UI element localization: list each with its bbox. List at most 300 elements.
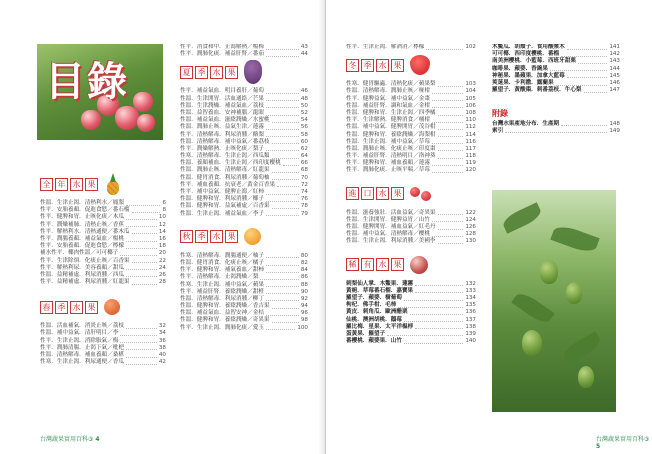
leader-dots (438, 240, 464, 244)
toc-entry-title: 性溫．健脾和胃．養陰潤燥／香吉果 (180, 303, 270, 310)
toc-entry[interactable] (180, 282, 308, 289)
toc-entry-title: 性溫．補益氣血．益智安神／金桔 (180, 310, 264, 317)
toc-entry[interactable] (180, 139, 308, 146)
toc-page-number: 138 (465, 323, 476, 330)
section-header-quannian: 全 年 水 果 (40, 173, 166, 195)
leader-dots (426, 46, 463, 50)
leader-dots (277, 183, 299, 187)
toc-entry[interactable] (346, 146, 476, 153)
toc-entry[interactable] (40, 272, 166, 279)
toc-entry[interactable] (346, 217, 476, 224)
leader-dots (432, 169, 463, 173)
leader-dots (438, 147, 464, 151)
toc-page-number: 148 (609, 120, 620, 127)
leader-dots (126, 238, 157, 242)
leader-dots (266, 97, 299, 101)
toc-page-number: 102 (465, 44, 476, 50)
leader-dots (272, 305, 299, 309)
toc-entry-title: 性溫．清熱解毒．利尿消腫／柳丁 (180, 295, 264, 302)
toc-page-number: 24 (158, 264, 166, 271)
toc-page-number: 28 (158, 279, 166, 286)
toc-entry[interactable] (346, 88, 476, 95)
toc-column-3 (346, 44, 476, 345)
toc-entry[interactable] (40, 279, 166, 286)
toc-entry-title: 黃皮．刺角瓜．歐洲醋栗 (346, 309, 408, 316)
leader-dots (432, 104, 463, 108)
toc-entry[interactable] (346, 281, 476, 288)
toc-entry-title: 性溫．潤肺止咳．益氣生津／蓮霧 (180, 124, 264, 131)
toc-entry-title: 性平．生津除煩．化痰止咳／百香果 (40, 257, 130, 264)
leader-dots (567, 46, 608, 50)
leader-dots (266, 290, 299, 294)
leader-dots (126, 325, 157, 329)
toc-entry[interactable] (40, 222, 166, 229)
toc-entry-title: 性寒．生津止渴．補中益氣／蘋果 (180, 281, 264, 288)
toc-entry[interactable] (492, 87, 620, 94)
toc-entry[interactable] (40, 214, 166, 221)
toc-entry-title: 性溫．生津開胃．健脾益胃／山竹 (346, 216, 430, 223)
leader-dots (266, 254, 299, 258)
leader-dots (126, 223, 157, 227)
leader-dots (272, 205, 299, 209)
leader-dots (260, 276, 299, 280)
toc-entry[interactable] (180, 317, 308, 324)
toc-entry[interactable] (346, 167, 476, 174)
appendix-title: 附錄 (492, 109, 508, 119)
toc-page-number: 36 (158, 337, 166, 344)
toc-entry-title: 索引 (492, 127, 504, 134)
toc-entry[interactable] (492, 128, 620, 135)
toc-page-number: 88 (300, 281, 308, 288)
toc-page-number: 90 (300, 288, 308, 295)
toc-entry-title: 莢蒾果．卡利撒．露蘭果 (492, 79, 554, 86)
toc-page-number: 20 (158, 250, 166, 257)
toc-entry[interactable] (180, 167, 308, 174)
toc-entry-title: 性溫．生津止渴．補中益氣／草莓 (346, 138, 430, 145)
toc-entry[interactable] (346, 324, 476, 331)
toc-entry-title: 性溫．健脾和胃．養陰潤燥／奇異果 (180, 317, 270, 324)
leader-dots (266, 283, 299, 287)
toc-page-number: 112 (465, 124, 476, 131)
toc-page-number: 142 (609, 51, 620, 58)
toc-entry-title: 性溫．益智養血．安神補腦／龍眼 (180, 109, 264, 116)
leader-dots (266, 198, 299, 202)
toc-entry-title: 性溫．生津潤燥．補益氣血／荔枝 (180, 102, 264, 109)
toc-page-number: 122 (465, 209, 476, 216)
toc-page-number: 144 (609, 65, 620, 72)
toc-entry-title: 神秘果．墨蘋果．加拿大藍莓 (492, 72, 565, 79)
leader-dots (556, 82, 608, 86)
toc-entry[interactable] (40, 330, 166, 337)
toc-entry-title: 性溫．益精補虛．利尿消腫／西瓜 (40, 271, 124, 278)
toc-page-number: 79 (300, 210, 308, 217)
toc-entry-title: 性平．安胎養顏．促進食慾／檸檬 (40, 243, 124, 250)
toc-page-number: 78 (300, 203, 308, 210)
toc-entry-title: 性溫．活血補氣．消炎止咳／荔枝 (40, 323, 124, 330)
toc-entry-title: 性平．生津止渴．潤肺化痰／愛玉 (180, 324, 264, 331)
leader-dots (132, 230, 157, 234)
toc-page-number: 114 (465, 131, 476, 138)
toc-entry-title: 仙桃．澳洲胡桃．鵝莓 (346, 316, 402, 323)
toc-entry-title: 性平．健脾和胃．補氣養血／甜柿 (180, 267, 264, 274)
toc-entry-title: 性寒．清熱解毒．潤腸通便／柚子 (180, 252, 264, 259)
section-header-chunji: 春 季 水 果 (40, 296, 166, 318)
toc-column-4 (492, 44, 620, 135)
toc-page-number: 116 (465, 138, 476, 145)
toc-entry-title: 性溫．健脾和胃．養陰潤燥／海梨柑 (346, 131, 436, 138)
leader-dots (410, 311, 464, 315)
toc-page-number: 70 (300, 174, 308, 181)
toc-entry[interactable] (346, 288, 476, 295)
toc-page-number: 137 (465, 316, 476, 323)
toc-entry-title: 性平．益精補虛．利尿消腫／紅龍果 (40, 279, 130, 286)
toc-entry[interactable] (180, 132, 308, 139)
leader-dots (266, 133, 299, 137)
toc-entry[interactable] (180, 325, 308, 332)
footer-right: 台灣蔬果實用百科③ 5 (596, 436, 650, 450)
leader-dots (415, 325, 463, 329)
toc-page-number: 6 (162, 200, 166, 206)
toc-page-number: 54 (300, 117, 308, 124)
leader-dots (438, 155, 464, 159)
toc-entry-title: 蛋黃果．羅望子 (346, 330, 386, 337)
toc-entry-title: 性溫．清熱解毒．補中益氣／番荔枝 (180, 138, 270, 145)
toc-page-number: 96 (300, 310, 308, 317)
mangosteen-icon (410, 256, 428, 274)
toc-entry-title: 刺梨仙人掌．木鱉果．蓮霧 (346, 280, 414, 287)
toc-entry-title: 性平．潤肺化痰．補益肝腎／番茄 (180, 51, 264, 58)
toc-page-number: 8 (162, 207, 166, 214)
toc-entry[interactable] (180, 103, 308, 110)
toc-page-number: 16 (158, 235, 166, 242)
toc-entry[interactable] (346, 139, 476, 146)
toc-entry[interactable] (40, 250, 166, 257)
leader-dots (387, 332, 463, 336)
leader-dots (266, 90, 299, 94)
leader-dots (272, 169, 299, 173)
toc-page-number: 98 (300, 317, 308, 324)
toc-page-number: 34 (158, 330, 166, 337)
section-header-texi: 稀 有 水 果 (346, 254, 476, 276)
leader-dots (266, 147, 299, 151)
toc-page-number: 149 (609, 127, 620, 134)
toc-page-number: 100 (297, 324, 308, 331)
leader-dots (126, 354, 157, 358)
toc-page-number: 103 (465, 81, 476, 88)
leader-dots (438, 83, 464, 87)
toc-page-number: 66 (300, 160, 308, 167)
section-header-dongji: 冬 季 水 果 (346, 54, 476, 76)
toc-page-number: 124 (465, 216, 476, 223)
toc-entry-title: 可可椰．西印度櫻桃．番榴 (492, 51, 560, 58)
toc-entry[interactable] (346, 317, 476, 324)
toc-entry[interactable] (346, 124, 476, 131)
leader-dots (126, 266, 157, 270)
toc-page-number: 72 (300, 181, 308, 188)
toc-entry-title: 羅望子．黃酸棗．刺番荔枝．牛心梨 (492, 87, 582, 94)
leader-dots (132, 209, 161, 213)
toc-entry[interactable] (492, 66, 620, 73)
toc-entry-title: 咖啡果．蘋婆．香豌果 (492, 65, 548, 72)
leader-dots (126, 361, 157, 365)
leader-dots (432, 162, 463, 166)
toc-entry-title: 性溫．潤肺止咳．清熱解毒／紅龍果 (180, 167, 270, 174)
toc-entry-title: 性平．安胎養顏．促進食慾／番石榴 (40, 207, 130, 214)
leader-dots (120, 332, 157, 336)
toc-entry-title: 性平．潤燥解熱．止咳化痰／梨子 (180, 145, 264, 152)
leader-dots (272, 319, 299, 323)
toc-entry-title: 性平．潤肺化痰．止咳平喘／草莓 (346, 167, 430, 174)
leader-dots (266, 269, 299, 273)
leader-dots (266, 112, 299, 116)
leader-dots (404, 318, 463, 322)
toc-entry[interactable] (346, 132, 476, 139)
toc-page-number: 40 (158, 352, 166, 358)
toc-entry[interactable] (492, 73, 620, 80)
toc-page-number: 147 (609, 87, 620, 94)
toc-page-number: 141 (609, 44, 620, 50)
leader-dots (550, 67, 607, 71)
toc-entry-title: 性寒．生津止渴．利尿通便／香瓜 (40, 359, 124, 366)
toc-entry-title: 黃梔．草莓番石榴．嘉寶果 (346, 287, 414, 294)
leader-dots (272, 176, 299, 180)
leader-dots (266, 104, 299, 108)
leader-dots (126, 273, 157, 277)
toc-page-number: 84 (300, 267, 308, 274)
toc-entry[interactable] (180, 88, 308, 95)
leader-dots (561, 53, 607, 57)
toc-page-number: 86 (300, 274, 308, 281)
leader-dots (120, 252, 157, 256)
toc-entry-title: 性溫．潤肺止咳．化痰止咳／印度棗 (346, 145, 436, 152)
leader-dots (438, 211, 464, 215)
toc-entry-title: 性溫．生津止渴．補益氣血／李子 (180, 210, 264, 217)
toc-entry-title: 性平．生津解熱．健脾消食／桶柑 (346, 117, 430, 124)
toc-entry[interactable] (346, 96, 476, 103)
leader-dots (283, 162, 299, 166)
leader-dots (266, 46, 299, 50)
leader-dots (126, 216, 157, 220)
leader-dots (272, 140, 299, 144)
toc-page-number: 44 (300, 51, 308, 58)
toc-entry-title: 性溫．清熱解毒．潤肺止咳／椪柑 (346, 88, 430, 95)
toc-entry[interactable] (180, 175, 308, 182)
right-page (326, 0, 652, 454)
toc-entry-title: 性平．補益氣血．明目養肝／葡萄 (180, 88, 264, 95)
toc-entry-title: 性溫．補中益氣．健脾開胃／茂谷柑 (346, 124, 436, 131)
toc-entry-title: 性溫．補中益氣．清熱解毒／櫻桃 (346, 231, 430, 238)
toc-entry[interactable] (180, 124, 308, 131)
toc-entry[interactable] (180, 182, 308, 189)
toc-entry-title: 性溫．滋養強壯．活血益氣／奇異果 (346, 209, 436, 216)
toc-entry-title: 性溫．生津止渴．清熱利水／鳳梨 (40, 200, 124, 206)
section-header-qiuji: 秋 季 水 果 (180, 226, 308, 248)
toc-page-number: 48 (300, 95, 308, 102)
leader-dots (266, 326, 295, 330)
toc-page-number: 58 (300, 131, 308, 138)
toc-page-number: 134 (465, 294, 476, 301)
leader-dots (132, 259, 157, 263)
toc-entry[interactable] (346, 44, 476, 51)
toc-page-number: 82 (300, 259, 308, 266)
leader-dots (126, 346, 157, 350)
toc-page-number: 12 (158, 221, 166, 228)
toc-entry-title: 性平．潤腸養顏．補益氣血／楊桃 (40, 235, 124, 242)
footer-left: 台灣蔬果實用百科③ 4 (40, 436, 100, 443)
toc-page-number: 50 (300, 102, 308, 109)
grape-icon (244, 60, 262, 84)
leader-dots (415, 282, 463, 286)
toc-entry-title: 性溫．補益氣血．滋陰潤燥／水蜜桃 (180, 117, 270, 124)
toc-entry[interactable] (180, 211, 308, 218)
toc-page-number: 128 (465, 231, 476, 238)
toc-entry-title: 性溫．健脾開胃．補血益氣／紅毛丹 (346, 224, 436, 230)
toc-entry-title: 性平．清熱解毒．利尿消腫／酪梨 (180, 131, 264, 138)
toc-entry[interactable] (40, 265, 166, 272)
leader-dots (438, 112, 464, 116)
leader-dots (272, 155, 299, 159)
toc-entry-title: 性溫．補中益氣．清肝明目／李 (40, 330, 119, 337)
leader-dots (415, 289, 463, 293)
page-title: 目錄 (45, 59, 129, 105)
toc-page-number: 38 (158, 344, 166, 351)
orange-icon (244, 228, 261, 245)
toc-page-number: 130 (465, 238, 476, 245)
toc-page-number: 126 (465, 224, 476, 230)
toc-page-number: 26 (158, 271, 166, 278)
toc-page-number: 136 (465, 309, 476, 316)
toc-entry-title: 性平．補益肝腎．清熱明目／洛神葵 (346, 153, 436, 160)
toc-entry-title: 性溫．生津開胃．活血通絡／芒果 (180, 95, 264, 102)
lychee-icon (104, 299, 120, 315)
toc-entry[interactable] (346, 238, 476, 245)
leader-dots (505, 129, 607, 133)
toc-page-number: 117 (465, 145, 476, 152)
toc-entry-title: 性寒．清熱解毒．生津止渴／西瓜類 (180, 153, 270, 160)
section-header-jinkou: 進 口 水 果 (346, 183, 476, 205)
toc-page-number: 43 (300, 44, 308, 50)
strawberry-icon (410, 55, 430, 75)
toc-entry-title: 羅望子．蘋婆．樹葡萄 (346, 294, 402, 301)
section-header-xiaji: 夏 季 水 果 (180, 61, 308, 83)
toc-entry[interactable] (180, 296, 308, 303)
toc-page-number: 143 (609, 58, 620, 65)
toc-entry-title: 性平．健脾益氣．補中益氣／金棗 (346, 95, 430, 102)
leader-dots (438, 226, 464, 230)
pineapple-icon (104, 173, 122, 195)
toc-entry[interactable] (40, 229, 166, 236)
toc-entry[interactable] (492, 58, 620, 65)
toc-page-number: 106 (465, 102, 476, 109)
toc-page-number: 92 (300, 295, 308, 302)
leader-dots (432, 218, 463, 222)
leader-dots (432, 140, 463, 144)
toc-entry[interactable] (180, 203, 308, 210)
toc-column-1 (40, 170, 166, 366)
toc-entry[interactable] (346, 309, 476, 316)
toc-entry[interactable] (180, 253, 308, 260)
toc-entry-title: 性平．生津止渴．消除脹氣／梅 (40, 337, 119, 344)
toc-page-number: 46 (300, 88, 308, 95)
leader-dots (584, 89, 608, 93)
leader-dots (272, 119, 299, 123)
leader-dots (266, 53, 299, 57)
toc-entry[interactable] (40, 345, 166, 352)
toc-page-number: 139 (465, 330, 476, 337)
toc-entry-title: 性平．補血養顏．抗衰老／黃金百香果 (180, 181, 276, 188)
toc-entry[interactable] (346, 331, 476, 338)
toc-entry[interactable] (40, 359, 166, 366)
toc-entry[interactable] (180, 51, 308, 58)
toc-entry-title: 性平．健脾和胃．補血養顏／蓮霧 (346, 160, 430, 167)
leader-dots (266, 297, 299, 301)
toc-page-number: 140 (465, 338, 476, 345)
toc-page-number: 60 (300, 138, 308, 145)
toc-entry-title: 補水性平．椰肉性溫／可可椰子 (40, 250, 119, 257)
cherry-icon (410, 187, 431, 201)
toc-page-number: 68 (300, 167, 308, 174)
toc-page-number: 18 (158, 243, 166, 250)
toc-entry-title: 性平．潤燥補肺．清熱止咳／香蕉 (40, 221, 124, 228)
toc-page-number: 110 (465, 117, 476, 124)
toc-entry[interactable] (180, 289, 308, 296)
toc-entry-title: 性平．解熱利尿．美容養顏／甜瓜 (40, 264, 124, 271)
toc-entry-title: 番櫻桃．蘋婆果．山竹 (346, 338, 402, 345)
toc-entry[interactable] (180, 146, 308, 153)
toc-page-number: 145 (609, 72, 620, 79)
toc-entry[interactable] (40, 338, 166, 345)
toc-entry-title: 性平．補益肝腎．養陰潤燥／甜橙 (180, 288, 264, 295)
toc-entry[interactable] (346, 210, 476, 217)
toc-page-number: 74 (300, 189, 308, 195)
toc-entry-title: 台灣水果產地分布．生產期 (492, 120, 560, 127)
toc-page-number: 52 (300, 109, 308, 116)
toc-entry[interactable] (492, 121, 620, 128)
toc-page-number: 76 (300, 196, 308, 203)
leader-dots (126, 245, 157, 249)
leader-dots (438, 133, 464, 137)
toc-entry-title: 性平．健脾和胃．止咳化痰／木瓜 (40, 214, 124, 221)
toc-entry[interactable] (180, 274, 308, 281)
leader-dots (266, 262, 299, 266)
toc-page-number: 32 (158, 323, 166, 330)
toc-page-number: 132 (465, 280, 476, 287)
toc-page-number: 42 (158, 359, 166, 366)
toc-entry-title: 枸杞．佛手柑．毛柿 (346, 302, 397, 309)
leader-dots (398, 304, 463, 308)
toc-entry[interactable] (180, 96, 308, 103)
toc-entry-title: 性溫．健胃消食．化痰止咳／橘子 (180, 259, 264, 266)
leader-dots (266, 191, 299, 195)
leader-dots (432, 90, 463, 94)
leader-dots (120, 339, 157, 343)
toc-entry[interactable] (40, 258, 166, 265)
toc-entry-title: 性溫．生津止渴．利尿消腫／美國李 (346, 238, 436, 245)
toc-entry[interactable] (346, 338, 476, 345)
toc-page-number: 94 (300, 303, 308, 310)
leader-dots (432, 119, 463, 123)
leader-dots (126, 202, 161, 206)
toc-page-number: 64 (300, 153, 308, 160)
toc-entry[interactable] (346, 103, 476, 110)
toc-page-number: 80 (300, 252, 308, 259)
leader-dots (578, 60, 607, 64)
toc-entry-title: 木鱉瓜．胡頹子．食用酸漿木 (492, 44, 565, 50)
toc-page-number: 10 (158, 214, 166, 221)
leader-dots (266, 212, 299, 216)
toc-entry-title: 性溫．清熱解毒．補血養顏／桑椹 (40, 352, 124, 358)
toc-entry-title: 性平．潤肺清腸．止渴下氣／枇杷 (40, 344, 124, 351)
